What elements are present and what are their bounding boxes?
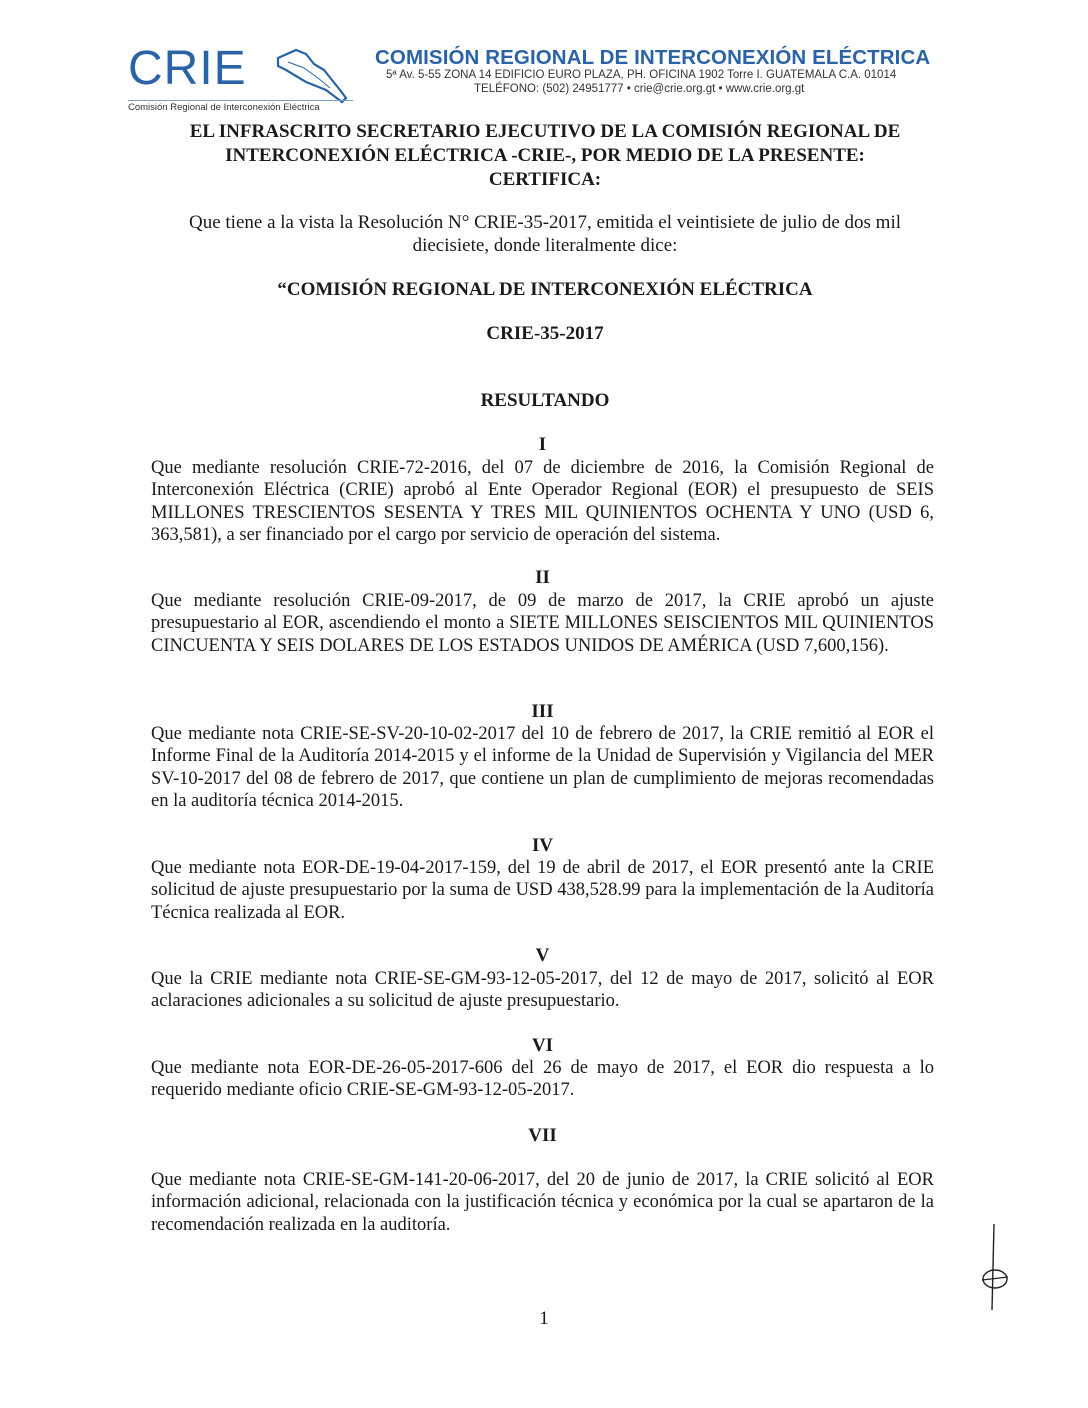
item-paragraph: Que mediante nota CRIE-SE-GM-141-20-06-2017, del 20 de junio de 2017, la CRIE solicitó al EOR información adicional, relacionada con la justificación técnica y económica por la cual se apartaron de la recomendación realizada en la auditoría. xyxy=(151,1170,934,1235)
logo-text: CRIE xyxy=(128,42,247,95)
organization-address: 5ª Av. 5-55 ZONA 14 EDIFICIO EURO PLAZA, PH. OFICINA 1902 Torre I. GUATEMALA C.A. 01014 xyxy=(386,69,897,81)
organization-contact: TELÉFONO: (502) 24951777 • crie@crie.org.gt • www.crie.org.gt xyxy=(474,83,805,95)
resolution-title: “COMISIÓN REGIONAL DE INTERCONEXIÓN ELÉCTRICA xyxy=(277,279,813,300)
page-number: 1 xyxy=(539,1308,549,1329)
item-number: V xyxy=(535,945,550,966)
item-paragraph: Que mediante nota CRIE-SE-SV-20-10-02-2017 del 10 de febrero de 2017, la CRIE remitió al EOR el Informe Final de la Auditoría 2014-2015 y el informe de la Unidad de Supervisión y Vigilancia del MER SV-10-2017 del 08 de febrero de 2017, que contiene un plan de cumplimiento de mejoras recomendadas en la auditoría técnica 2014-2015. xyxy=(151,724,934,812)
signature-initial xyxy=(972,1222,1016,1312)
resolution-number: CRIE-35-2017 xyxy=(486,323,604,344)
item-number: IV xyxy=(531,835,554,856)
item-paragraph: Que mediante resolución CRIE-09-2017, de 09 de marzo de 2017, la CRIE aprobó un ajuste presupuestario al EOR, ascendiendo el monto a SIETE MILLONES SEISCIENTOS MIL QUINIENTOS CINCUENTA Y SEIS DOLARES DE LOS ESTADOS UNIDOS DE AMÉRICA (USD 7,600,156). xyxy=(151,591,934,656)
item-number: I xyxy=(538,434,547,455)
item-paragraph: Que la CRIE mediante nota CRIE-SE-GM-93-12-05-2017, del 12 de mayo de 2017, solicitó al EOR aclaraciones adicionales a su solicitud de ajuste presupuestario. xyxy=(151,969,934,1012)
logo-tagline: Comisión Regional de Interconexión Eléctrica xyxy=(128,100,353,113)
item-paragraph: Que mediante nota EOR-DE-19-04-2017-159, del 19 de abril de 2017, el EOR presentó ante la CRIE solicitud de ajuste presupuestario por la suma de USD 438,528.99 para la implementación de la Auditoría Técnica realizada al EOR. xyxy=(151,858,934,923)
letterhead xyxy=(128,40,958,120)
item-number: VI xyxy=(531,1035,554,1056)
intro-line-1: Que tiene a la vista la Resolución N° CRIE-35-2017, emitida el veintisiete de julio de dos mil xyxy=(188,212,902,233)
section-title: RESULTANDO xyxy=(480,390,610,411)
item-number: VII xyxy=(528,1125,557,1146)
item-number: II xyxy=(535,567,550,588)
organization-name: COMISIÓN REGIONAL DE INTERCONEXIÓN ELÉCTRICA xyxy=(375,46,931,69)
certification-heading-line-3: CERTIFICA: xyxy=(488,169,602,190)
item-number: III xyxy=(531,701,554,722)
map-icon xyxy=(278,50,346,102)
certification-heading-line-2: INTERCONEXIÓN ELÉCTRICA -CRIE-, POR MEDIO DE LA PRESENTE: xyxy=(225,145,865,166)
intro-line-2: diecisiete, donde literalmente dice: xyxy=(412,235,678,256)
item-paragraph: Que mediante nota EOR-DE-26-05-2017-606 del 26 de mayo de 2017, el EOR dio respuesta a lo requerido mediante oficio CRIE-SE-GM-93-12-05-2017. xyxy=(151,1058,934,1101)
certification-heading-line-1: EL INFRASCRITO SECRETARIO EJECUTIVO DE LA COMISIÓN REGIONAL DE xyxy=(189,121,901,142)
item-paragraph: Que mediante resolución CRIE-72-2016, del 07 de diciembre de 2016, la Comisión Regional de Interconexión Eléctrica (CRIE) aprobó al Ente Operador Regional (EOR) el presupuesto de SEIS MILLONES TRESCIENTOS SESENTA Y TRES MIL QUINIENTOS OCHENTA Y UNO (USD 6, 363,581), a ser financiado por el cargo por servicio de operación del sistema. xyxy=(151,458,934,546)
